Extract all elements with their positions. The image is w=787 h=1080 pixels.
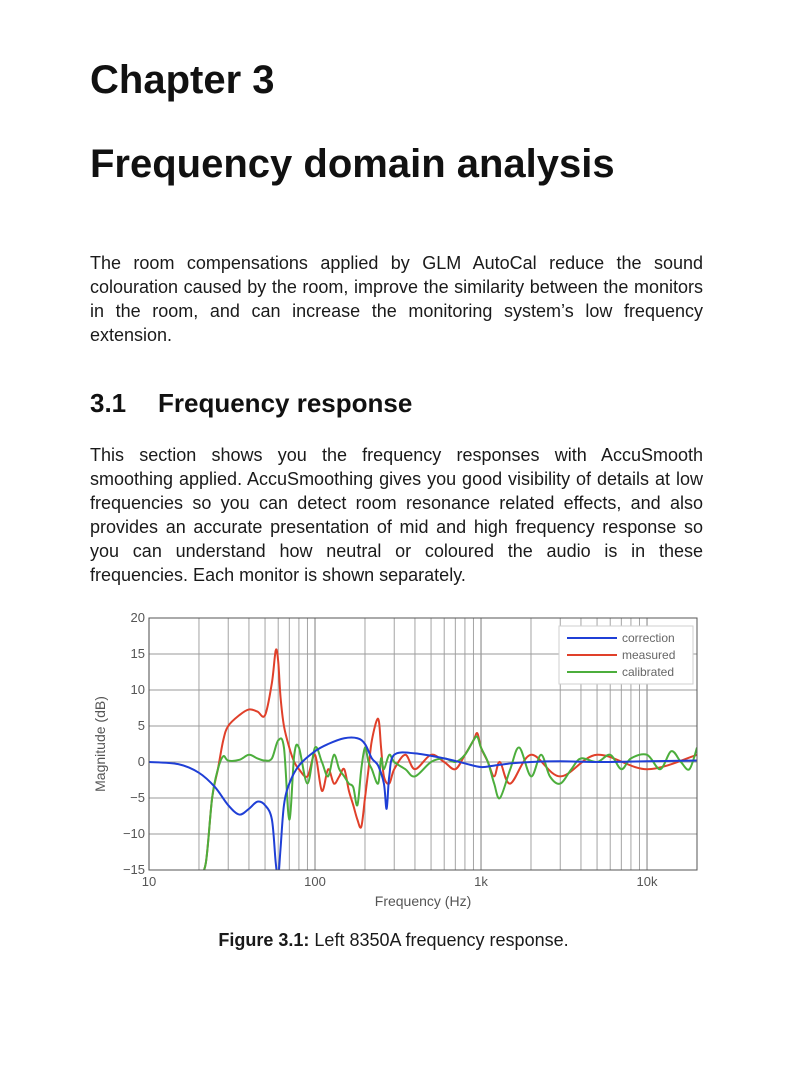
figure-caption [0, 930, 787, 951]
chapter-title: Frequency domain analysis [90, 142, 615, 186]
section-title: Frequency response [158, 388, 413, 418]
y-tick-label: −10 [122, 826, 145, 841]
legend-label-measured: measured [622, 648, 676, 662]
y-tick-label: 10 [130, 682, 145, 697]
chapter-heading: Chapter 3 [90, 58, 275, 102]
x-axis-label: Frequency (Hz) [374, 893, 472, 909]
x-tick-label: 100 [304, 874, 326, 889]
y-tick-label: −15 [122, 862, 145, 877]
y-axis-label: Magnitude (dB) [92, 696, 108, 792]
frequency-response-chart [88, 605, 708, 915]
legend-label-calibrated: calibrated [622, 665, 675, 679]
y-tick-label: 0 [137, 754, 145, 769]
section-number: 3.1 [90, 388, 127, 418]
y-tick-label: 5 [137, 718, 145, 733]
y-tick-label: 15 [130, 646, 145, 661]
intro-paragraph: The room compensations applied by GLM AutoCal reduce the sound colouration caused by the room, improve the similarity between the monitors in the room, and can increase the monitoring system’s low frequency extension. [90, 253, 703, 345]
caption-text: Left 8350A frequency response. [309, 930, 569, 950]
x-tick-label: 10k [636, 874, 658, 889]
y-tick-label: −5 [130, 790, 145, 805]
x-tick-label: 10 [141, 874, 157, 889]
section-paragraph: This section shows you the frequency responses with AccuSmooth smoothing applied. AccuSmoothing gives you good visibility of details at low frequencies so you can detect room resonance related effects, and also provides an accurate presentation of mid and high frequency response so you can understand how neutral or coloured the audio is in these frequencies. Each monitor is shown separately. [90, 445, 703, 585]
section-heading [90, 388, 412, 419]
frequency-response-figure [88, 605, 708, 915]
y-tick-label: 20 [130, 610, 145, 625]
caption-label: Figure 3.1: [218, 930, 310, 950]
x-tick-label: 1k [474, 874, 488, 889]
legend-label-correction: correction [622, 631, 675, 645]
